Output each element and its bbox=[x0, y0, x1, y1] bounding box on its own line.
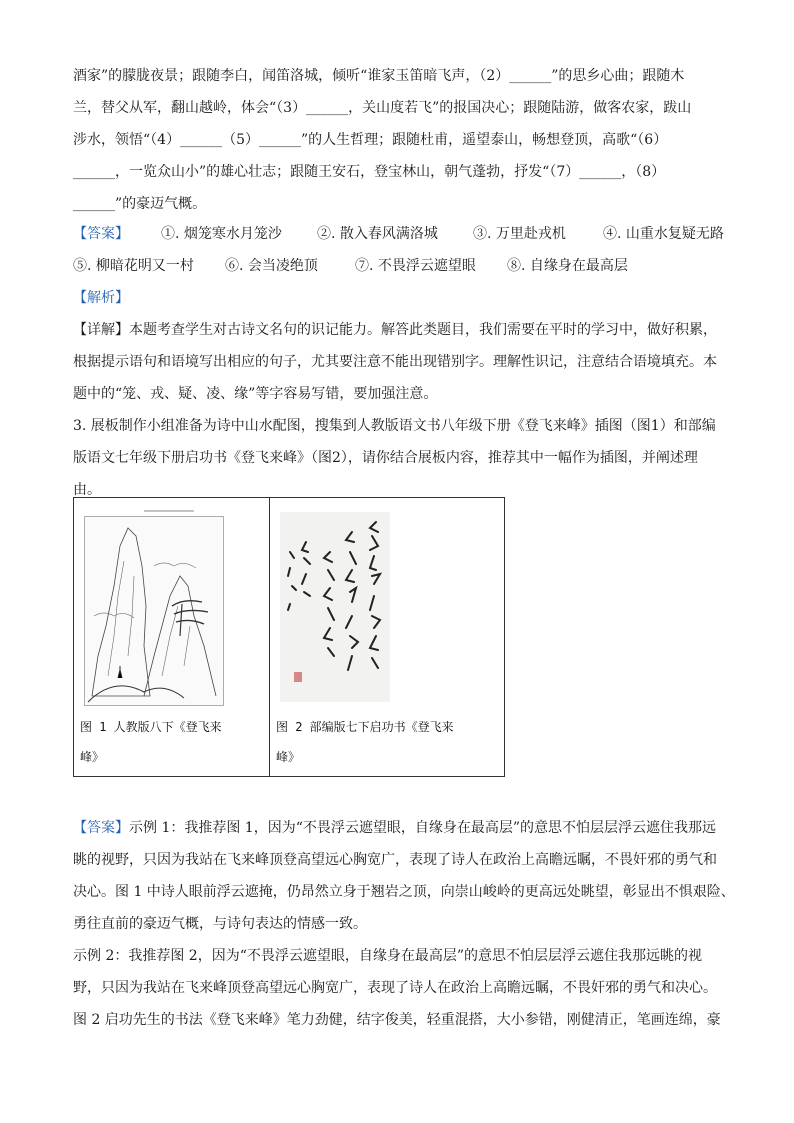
figure-1-caption: 峰》 bbox=[80, 750, 105, 764]
answer2-line: 决心。图 1 中诗人眼前浮云遮掩，仍昂然立身于翘岩之顶，向崇山峻岭的更高远处眺望，彰显出不惧艰险、 bbox=[73, 884, 735, 900]
answer2-text: 示例 1：我推荐图 1，因为“不畏浮云遮望眼，自缘身在最高层”的意思不怕层层浮云遮住我那远 bbox=[129, 820, 717, 836]
answer2-line: 野，只因为我站在飞来峰顶登高望远心胸宽广，表现了诗人在政治上高瞻远瞩，不畏奸邪的勇气和决心。 bbox=[73, 980, 717, 996]
figure-2-calligraphy-image bbox=[280, 512, 390, 702]
answer2-line: 示例 2：我推荐图 2，因为“不畏浮云遮望眼，自缘身在最高层”的意思不怕层层浮云遮住我那远眺的视 bbox=[73, 948, 703, 964]
question-3-line: 版语文七年级下册启功书《登飞来峰》（图2），请你结合展板内容，推荐其中一幅作为插图，并阐述理 bbox=[73, 450, 698, 466]
detail-line: 题中的“笼、戎、疑、凌、缘”等字容易写错，要加强注意。 bbox=[73, 386, 438, 402]
answer-item: ⑥. 会当凌绝顶 bbox=[225, 258, 318, 274]
text-line: 兰，替父从军，翻山越岭，体会“（3）______，关山度若飞”的报国决心；跟随陆游，做客农家，跋山 bbox=[73, 100, 692, 116]
text-line: 涉水，领悟“（4）______（5）______”的人生哲理；跟随杜甫，遥望泰山，畅想登顶，高歌“（6） bbox=[73, 132, 668, 148]
figure-2-caption: 峰》 bbox=[276, 750, 301, 764]
answer2-first-line bbox=[73, 818, 753, 838]
answer-item: ④. 山重水复疑无路 bbox=[603, 226, 724, 242]
question-3-line: 由。 bbox=[73, 482, 101, 498]
answer2-line: 图 2 启功先生的书法《登飞来峰》笔力劲健，结字俊美，轻重混搭，大小参错，刚健清正，笔画连绵，豪 bbox=[73, 1012, 721, 1028]
answer-item: ②. 散入春风满洛城 bbox=[317, 226, 438, 242]
answer2-label: 【答案】 bbox=[73, 820, 129, 836]
text-line: 酒家”的朦胧夜景；跟随李白，闻笛洛城，倾听“谁家玉笛暗飞声，（2）______”的思乡心曲；跟随木 bbox=[73, 68, 685, 84]
answer-item: ⑤. 柳暗花明又一村 bbox=[73, 258, 194, 274]
answer-item: ⑦. 不畏浮云遮望眼 bbox=[355, 258, 476, 274]
answer-label: 【答案】 bbox=[73, 226, 129, 242]
figure-1-landscape-illustration bbox=[84, 506, 224, 706]
figure-2-cell bbox=[270, 498, 504, 776]
detail-line: 【详解】本题考查学生对古诗文名句的识记能力。解答此类题目，我们需要在平时的学习中，做好积累， bbox=[73, 322, 717, 338]
answer-item: ③. 万里赴戎机 bbox=[473, 226, 566, 242]
analysis-label: 【解析】 bbox=[73, 290, 129, 306]
answer2-line: 眺的视野，只因为我站在飞来峰顶登高望远心胸宽广，表现了诗人在政治上高瞻远瞩，不畏奸邪的勇气和 bbox=[73, 852, 717, 868]
text-line: ______，一览众山小”的雄心壮志；跟随王安石，登宝林山，朝气蓬勃，抒发“（7）______，（8） bbox=[73, 164, 666, 180]
answer-item: ①. 烟笼寒水月笼沙 bbox=[161, 226, 282, 242]
detail-line: 根据提示语句和语境写出相应的句子，尤其要注意不能出现错别字。理解性识记，注意结合语境填充。本 bbox=[73, 354, 717, 370]
answer2-line: 勇往直前的豪迈气概，与诗句表达的情感一致。 bbox=[73, 916, 367, 932]
question-3-line: 3. 展板制作小组准备为诗中山水配图，搜集到人教版语文书八年级下册《登飞来峰》插图（图1）和部编 bbox=[73, 418, 716, 434]
answer-item: ⑧. 自缘身在最高层 bbox=[507, 258, 628, 274]
figure-1-caption: 图 1 人教版八下《登飞来 bbox=[80, 720, 222, 734]
figure-1-cell bbox=[74, 498, 269, 776]
text-line: ______”的豪迈气概。 bbox=[73, 196, 207, 212]
figure-2-caption: 图 2 部编版七下启功书《登飞来 bbox=[276, 720, 454, 734]
answer-row-1 bbox=[73, 224, 753, 244]
figure-table bbox=[73, 497, 505, 777]
